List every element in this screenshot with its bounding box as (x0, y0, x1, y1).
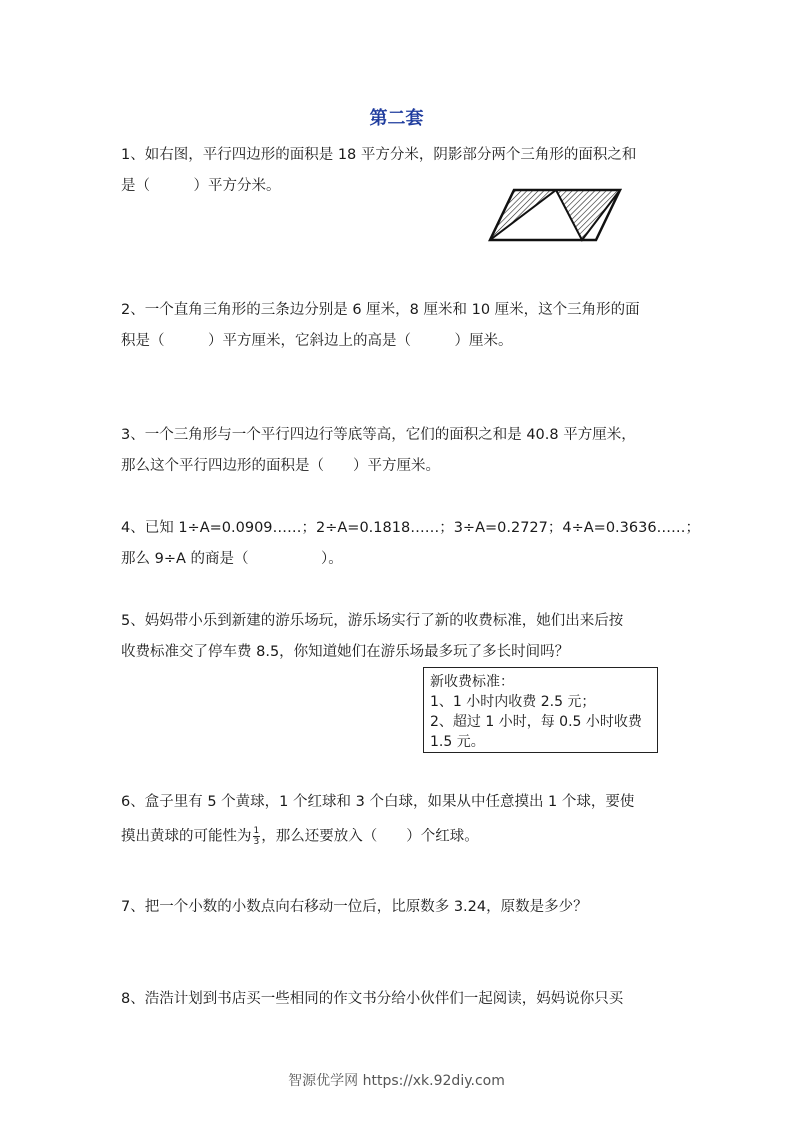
question-8-line-1: 8、浩浩计划到书店买一些相同的作文书分给小伙伴们一起阅读，妈妈说你只买 (121, 991, 624, 1007)
fraction-numerator: 1 (253, 826, 260, 836)
question-3-line-2: 那么这个平行四边形的面积是（ ）平方厘米。 (121, 458, 440, 474)
fee-box-rule-1: 1、1 小时内收费 2.5 元； (430, 694, 596, 710)
question-6-line-1: 6、盒子里有 5 个黄球，1 个红球和 3 个白球，如果从中任意摸出 1 个球，要使 (121, 794, 635, 810)
question-5-line-1: 5、妈妈带小乐到新建的游乐场玩，游乐场实行了新的收费标准，她们出来后按 (121, 613, 624, 629)
page-title: 第二套 (369, 108, 424, 129)
fee-box-rule-2: 2、超过 1 小时，每 0.5 小时收费 (430, 714, 642, 730)
parallelogram-figure (486, 186, 624, 244)
question-1-line-1: 1、如右图，平行四边形的面积是 18 平方分米，阴影部分两个三角形的面积之和 (121, 147, 637, 163)
fee-standard-box (423, 667, 658, 753)
question-3-line-1: 3、一个三角形与一个平行四边行等底等高，它们的面积之和是 40.8 平方厘米， (121, 427, 636, 443)
question-2-line-2: 积是（ ）平方厘米，它斜边上的高是（ ）厘米。 (121, 333, 513, 349)
footer-watermark: 智源优学网 https://xk.92diy.com (288, 1073, 505, 1089)
question-1-line-2: 是（ ）平方分米。 (121, 178, 281, 194)
fraction-one-third (253, 826, 261, 847)
question-6-text-after: ，那么还要放入（ ）个红球。 (261, 828, 479, 845)
shaded-triangle-right (556, 190, 620, 240)
fee-box-rule-2-cont: 1.5 元。 (430, 734, 485, 750)
fee-box-heading: 新收费标准： (430, 674, 514, 690)
question-2-line-1: 2、一个直角三角形的三条边分别是 6 厘米，8 厘米和 10 厘米，这个三角形的面 (121, 302, 640, 318)
shaded-triangle-left (490, 190, 556, 240)
question-6-line-2 (121, 826, 479, 847)
fraction-denominator: 3 (253, 837, 260, 847)
question-7-line-1: 7、把一个小数的小数点向右移动一位后，比原数多 3.24，原数是多少？ (121, 899, 588, 915)
question-4-line-2: 那么 9÷A 的商是（ ）。 (121, 551, 343, 567)
question-4-line-1: 4、已知 1÷A=0.0909……；2÷A=0.1818……；3÷A=0.2727；4÷A=0.3636……； (121, 520, 701, 536)
question-6-text-before: 摸出黄球的可能性为 (121, 828, 252, 845)
question-5-line-2: 收费标准交了停车费 8.5，你知道她们在游乐场最多玩了多长时间吗？ (121, 644, 570, 660)
